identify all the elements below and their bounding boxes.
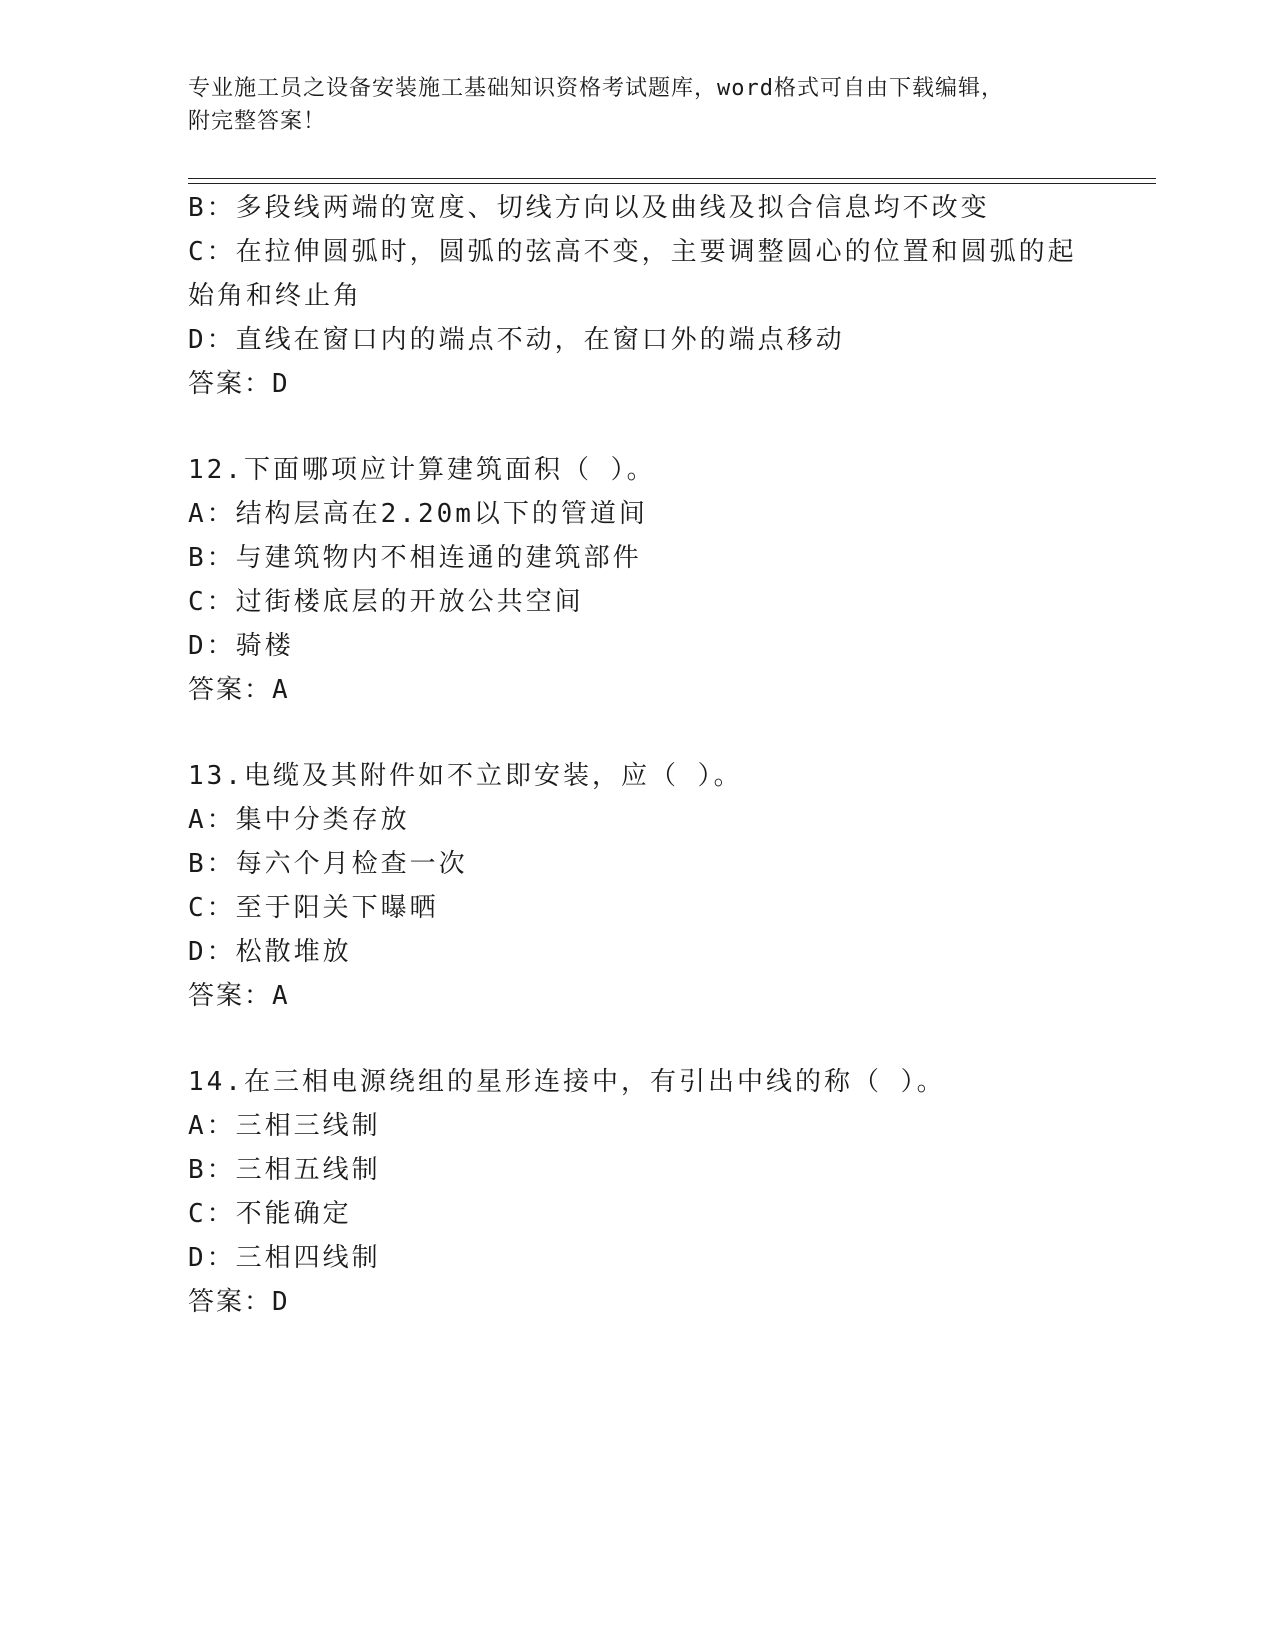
q11-option-c-line-2: 始角和终止角 bbox=[188, 281, 363, 311]
q12-option-d: D：骑楼 bbox=[188, 631, 294, 661]
q11-option-c-line-1: C：在拉伸圆弧时，圆弧的弦高不变，主要调整圆心的位置和圆弧的起 bbox=[188, 237, 1077, 267]
q13-question: 13.电缆及其附件如不立即安装，应（ ）。 bbox=[188, 761, 743, 791]
q14-option-c: C：不能确定 bbox=[188, 1199, 352, 1229]
q12-option-b: B：与建筑物内不相连通的建筑部件 bbox=[188, 543, 642, 573]
q11-option-b: B：多段线两端的宽度、切线方向以及曲线及拟合信息均不改变 bbox=[188, 193, 990, 223]
header-divider-bottom bbox=[188, 183, 1156, 184]
q13-option-d: D：松散堆放 bbox=[188, 937, 352, 967]
q14-option-a: A：三相三线制 bbox=[188, 1111, 381, 1141]
q13-answer: 答案：A bbox=[188, 981, 290, 1011]
q12-question: 12.下面哪项应计算建筑面积（ ）。 bbox=[188, 455, 656, 485]
q12-option-c: C：过街楼底层的开放公共空间 bbox=[188, 587, 584, 617]
q11-option-d: D：直线在窗口内的端点不动，在窗口外的端点移动 bbox=[188, 325, 845, 355]
q13-option-a: A：集中分类存放 bbox=[188, 805, 410, 835]
q13-option-c: C：至于阳关下曝晒 bbox=[188, 893, 439, 923]
q14-option-b: B：三相五线制 bbox=[188, 1155, 381, 1185]
document-header bbox=[188, 72, 1088, 138]
header-divider-top bbox=[188, 178, 1156, 179]
q11-answer: 答案：D bbox=[188, 369, 290, 399]
q14-option-d: D：三相四线制 bbox=[188, 1243, 381, 1273]
header-title-line-2: 附完整答案！ bbox=[188, 109, 327, 134]
header-title-line-1: 专业施工员之设备安装施工基础知识资格考试题库，word格式可自由下载编辑， bbox=[188, 76, 1004, 101]
q12-answer: 答案：A bbox=[188, 675, 290, 705]
q14-question: 14.在三相电源绕组的星形连接中，有引出中线的称（ ）。 bbox=[188, 1067, 946, 1097]
q13-option-b: B：每六个月检查一次 bbox=[188, 849, 468, 879]
q12-option-a: A：结构层高在2.20m以下的管道间 bbox=[188, 499, 648, 529]
q14-answer: 答案：D bbox=[188, 1287, 290, 1317]
